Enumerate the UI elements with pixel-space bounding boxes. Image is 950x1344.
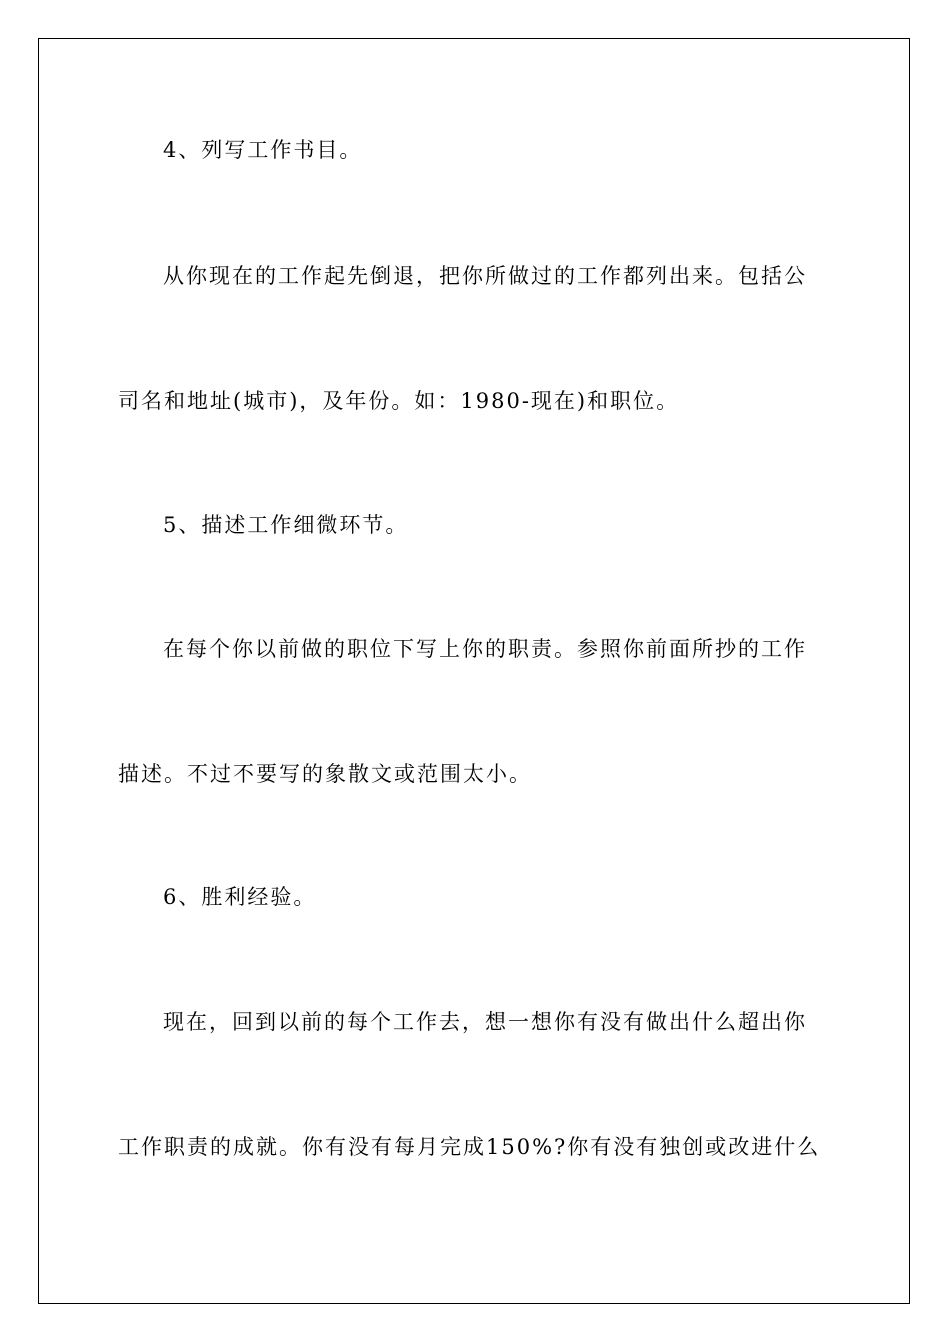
page-frame	[38, 38, 910, 1304]
heading-6: 6、胜利经验。	[163, 885, 317, 909]
paragraph-line: 从你现在的工作起先倒退，把你所做过的工作都列出来。包括公	[163, 264, 807, 288]
paragraph-line: 现在，回到以前的每个工作去，想一想你有没有做出什么超出你	[163, 1010, 807, 1034]
paragraph-line: 描述。不过不要写的象散文或范围太小。	[118, 762, 532, 786]
paragraph-line: 在每个你以前做的职位下写上你的职责。参照你前面所抄的工作	[163, 637, 807, 661]
heading-4: 4、列写工作书目。	[163, 138, 363, 162]
heading-5: 5、描述工作细微环节。	[163, 513, 409, 537]
paragraph-line: 工作职责的成就。你有没有每月完成150%?你有没有独创或改进什么	[118, 1135, 821, 1159]
paragraph-line: 司名和地址(城市)，及年份。如：1980-现在)和职位。	[118, 389, 680, 413]
